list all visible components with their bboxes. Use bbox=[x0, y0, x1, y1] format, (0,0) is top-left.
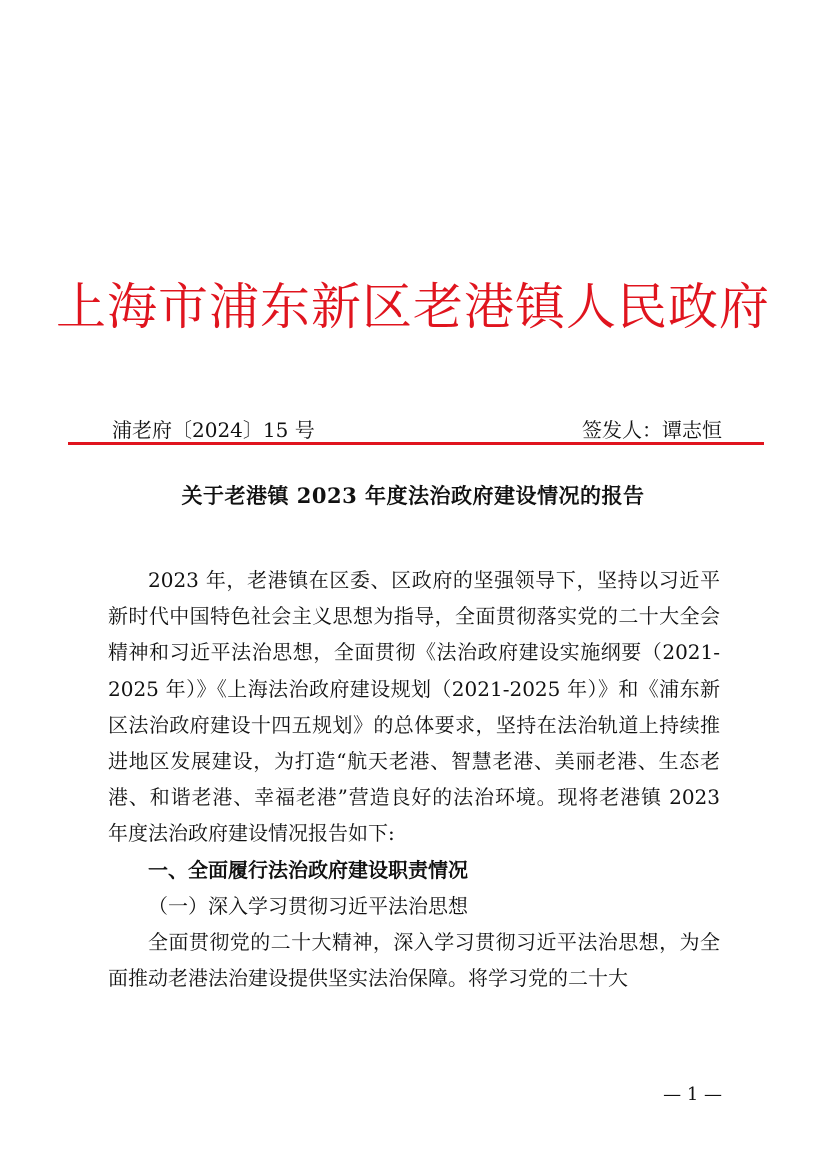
document-number: 浦老府〔2024〕15 号 bbox=[112, 418, 315, 442]
signer-name: 谭志恒 bbox=[662, 418, 722, 442]
page-number: — 1 — bbox=[663, 1084, 722, 1105]
red-separator-line bbox=[68, 442, 764, 445]
meta-row bbox=[112, 415, 722, 445]
intro-paragraph: 2023 年，老港镇在区委、区政府的坚强领导下，坚持以习近平新时代中国特色社会主义思想为指导，全面贯彻落实党的二十大全会精神和习近平法治思想，全面贯彻《法治政府建设实施纲要（2021-2025 年）》《上海法治政府建设规划（2021-2025 年）》和《浦东新区法治政府建设十四五规划》的总体要求，坚持在法治轨道上持续推进地区发展建设，为打造“航天老港、智慧老港、美丽老港、生态老港、和谐老港、幸福老港”营造良好的法治环境。现将老港镇 2023 年度法治政府建设情况报告如下: bbox=[108, 568, 720, 846]
subsection-heading: （一）深入学习贯彻习近平法治思想 bbox=[148, 893, 468, 918]
signer-label: 签发人： bbox=[582, 418, 662, 442]
issuer-header: 上海市浦东新区老港镇人民政府 bbox=[56, 278, 770, 336]
signer bbox=[582, 415, 722, 445]
subsection-paragraph: 全面贯彻党的二十大精神，深入学习贯彻习近平法治思想，为全面推动老港法治建设提供坚实法治保障。将学习党的二十大 bbox=[108, 930, 720, 991]
document-body bbox=[108, 562, 720, 996]
document-title: 关于老港镇 2023 年度法治政府建设情况的报告 bbox=[181, 483, 645, 508]
section-heading: 一、全面履行法治政府建设职责情况 bbox=[148, 857, 468, 882]
